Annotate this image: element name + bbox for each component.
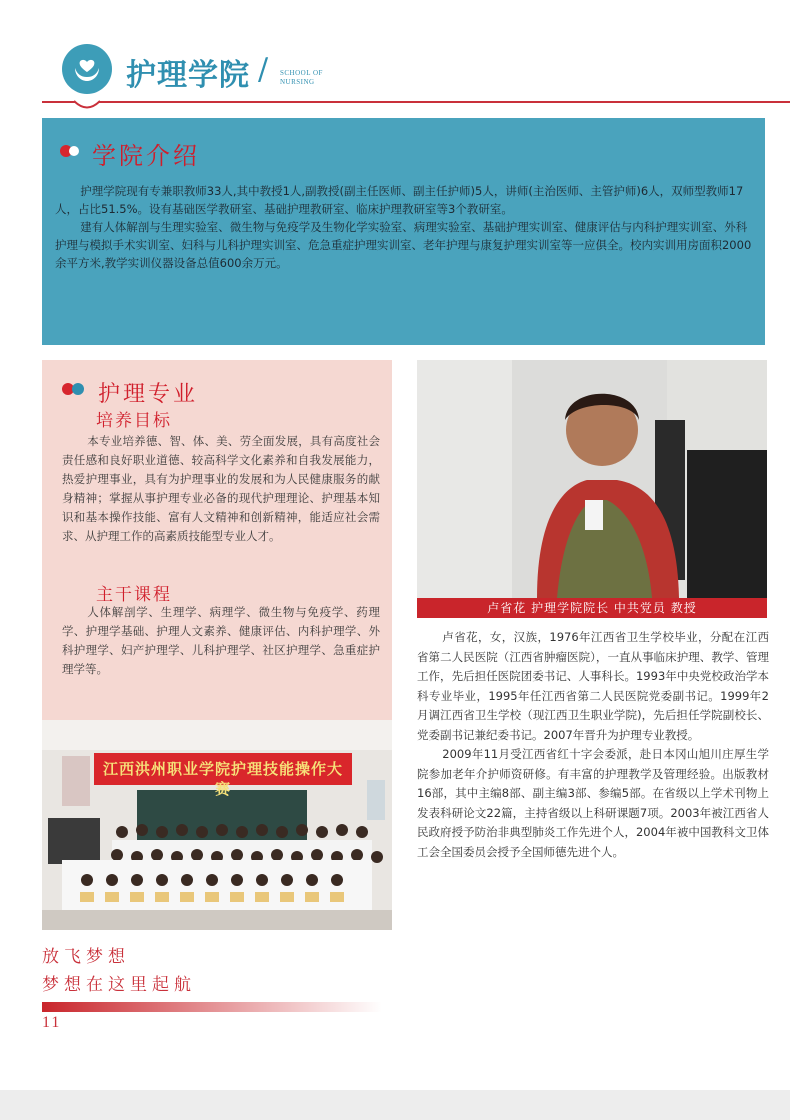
intro-paragraph-1: 护理学院现有专兼职教师33人,其中教授1人,副教授(副主任医师、副主任护师)5人，讲师(主治医师、主管护师)6人，双师型教师17人，占比51.5%。设有基础医学教研室、基础护理教研室、临床护理教研室等3个教研室。 (55, 184, 744, 216)
portrait-caption: 卢省花 护理学院院长 中共党员 教授 (417, 598, 767, 618)
hands-heart-icon (72, 54, 102, 84)
goal-paragraph: 本专业培养德、智、体、美、劳全面发展，具有高度社会责任感和良好职业道德、较高科学文化素养和自我发展能力，热爱护理事业，具有为护理事业的发展和为人民健康服务的献身精神；掌握从事护理专业必备的现代护理理论、护理基本知识和基本操作技能、富有人文精神和创新精神，能适应社会需求、从护理工作的高素质技能型专业人才。 (62, 434, 380, 543)
header-slash: / (258, 52, 269, 87)
school-logo (62, 44, 112, 94)
page-number: 11 (42, 1014, 62, 1031)
slogan-line-2: 梦想在这里起航 (42, 975, 196, 995)
header-notch (74, 100, 100, 110)
bio-paragraph-1: 卢省花，女，汉族，1976年江西省卫生学校毕业，分配在江西省第二人民医院（江西省肿瘤医院），一直从事临床护理、教学、管理工作，先后担任医院团委书记、人事科长。1993年中央党校政治学本科专业毕业，1995年任江西省第二人民医院党委副书记。1999年2月调江西省卫生学校（现江西卫生职业学院)，先后担任学院副校长、党委副书记兼纪委书记。2007年晋升为护理专业教授。 (417, 630, 769, 742)
header-divider (42, 101, 790, 103)
header-english-line1: SCHOOL OF (280, 69, 323, 77)
page-bottom-strip (0, 1090, 790, 1120)
goal-body (62, 432, 380, 546)
group-photo-illustration (42, 720, 392, 930)
group-photo (42, 720, 392, 930)
group-photo-banner: 江西洪州职业学院护理技能操作大赛 (102, 760, 343, 798)
intro-title: 学院介绍 (92, 142, 200, 170)
page-header-title: 护理学院 (126, 58, 250, 93)
header-english-line2: NURSING (280, 78, 315, 86)
intro-paragraph-2: 建有人体解剖与生理实验室、微生物与免疫学及生物化学实验室、病理实验室、基础护理实训室、健康评估与内科护理实训室、外科护理与模拟手术实训室、妇科与儿科护理实训室、危急重症护理实训室、老年护理与康复护理实训室等一应俱全。校内实训用房面积2000余平方米,教学实训仪器设备总值600余万元。 (55, 220, 752, 270)
header-english-name (280, 69, 323, 87)
slogan-line-1: 放飞梦想 (42, 947, 130, 967)
bullet-dot-blue (72, 383, 84, 395)
dean-portrait-photo (417, 360, 767, 598)
course-title: 主干课程 (96, 585, 172, 605)
bio-paragraph-2: 2009年11月受江西省红十字会委派，赴日本冈山旭川庄厚生学院参加老年介护师资研修。有丰富的护理教学及管理经验。出版教材16部，其中主编8部、副主编3部、参编5部。在省级以上学术刊物上发表科研论文22篇，主持省级以上科研课题7项。2003年被江西省人民政府授予防治非典型肺炎工作先进个人，2004年被中国教科文卫体工会全国委员会授予全国师德先进个人。 (417, 747, 769, 859)
goal-title: 培养目标 (96, 411, 172, 431)
course-paragraph: 人体解剖学、生理学、病理学、微生物与免疫学、药理学、护理学基础、护理人文素养、健康评估、内科护理学、外科护理学、妇产护理学、儿科护理学、社区护理学、急重症护理学等。 (62, 605, 380, 676)
portrait-illustration (417, 360, 767, 598)
bullet-dot-white (69, 146, 79, 156)
intro-body (55, 182, 757, 272)
major-title: 护理专业 (98, 382, 199, 407)
dean-biography (417, 628, 769, 862)
slogan-gradient-bar (42, 1002, 382, 1012)
course-body (62, 603, 380, 679)
